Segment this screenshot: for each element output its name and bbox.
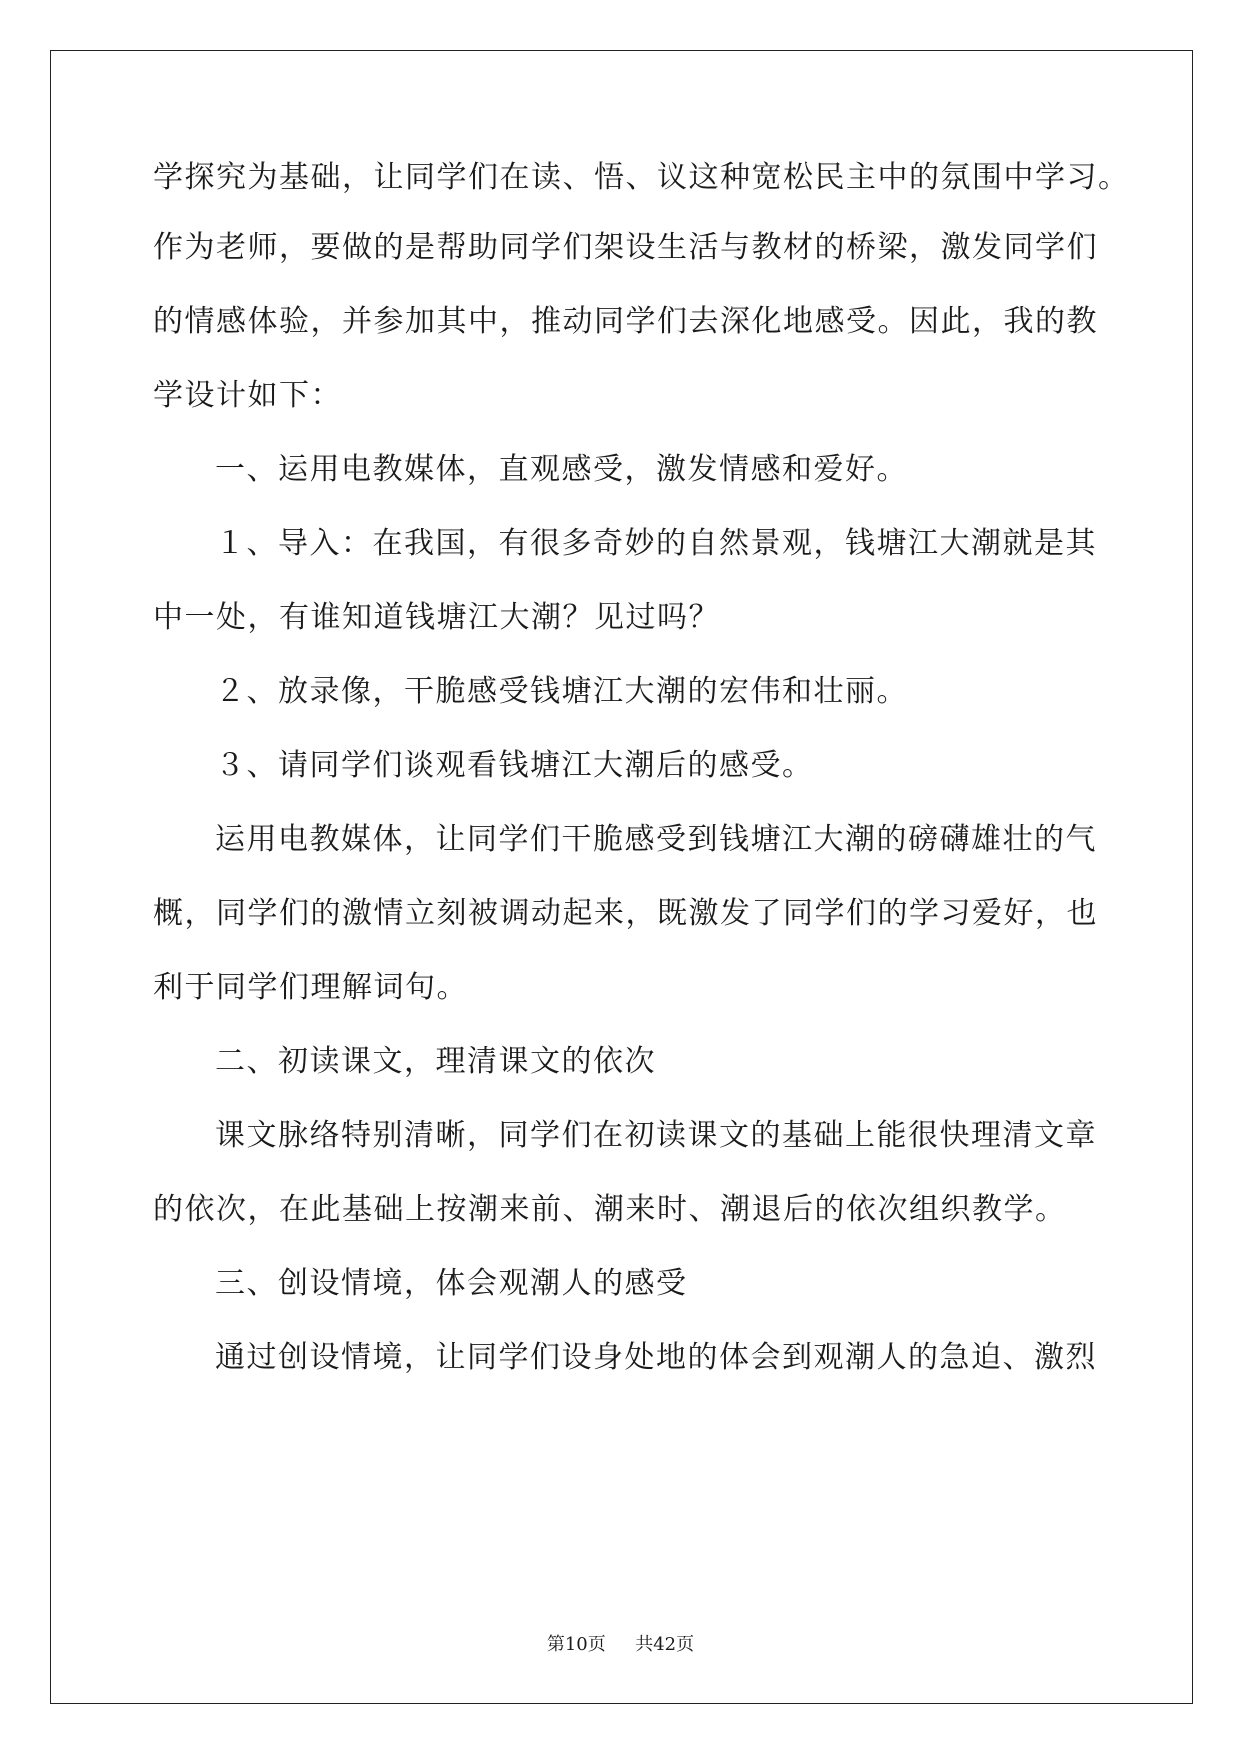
text-line: 作为老师，要做的是帮助同学们架设生活与教材的桥梁，激发同学们 bbox=[153, 230, 1098, 265]
page-number: 第10页 bbox=[546, 1634, 606, 1655]
text-line: 的情感体验，并参加其中，推动同学们去深化地感受。因此，我的教 bbox=[153, 304, 1098, 339]
text-line: 中一处，有谁知道钱塘江大潮？见过吗？ bbox=[153, 600, 720, 635]
text-line: ２、放录像，干脆感受钱塘江大潮的宏伟和壮丽。 bbox=[215, 674, 908, 709]
page-footer bbox=[0, 1634, 1241, 1656]
section-heading: 三、创设情境，体会观潮人的感受 bbox=[215, 1266, 688, 1301]
page-total: 共42页 bbox=[635, 1634, 695, 1655]
section-heading: 一、运用电教媒体，直观感受，激发情感和爱好。 bbox=[215, 452, 908, 487]
text-line: １、导入：在我国，有很多奇妙的自然景观，钱塘江大潮就是其 bbox=[215, 526, 1097, 561]
page-border bbox=[50, 50, 1193, 1704]
text-line: 学探究为基础，让同学们在读、悟、议这种宽松民主中的氛围中学习。 bbox=[153, 160, 1130, 195]
text-line: 学设计如下： bbox=[153, 378, 342, 413]
text-line: 的依次，在此基础上按潮来前、潮来时、潮退后的依次组织教学。 bbox=[153, 1192, 1067, 1227]
text-line: 课文脉络特别清晰，同学们在初读课文的基础上能很快理清文章 bbox=[215, 1118, 1097, 1153]
text-line: 通过创设情境，让同学们设身处地的体会到观潮人的急迫、激烈 bbox=[215, 1340, 1097, 1375]
text-line: ３、请同学们谈观看钱塘江大潮后的感受。 bbox=[215, 748, 814, 783]
text-line: 概，同学们的激情立刻被调动起来，既激发了同学们的学习爱好，也 bbox=[153, 896, 1098, 931]
text-line: 运用电教媒体，让同学们干脆感受到钱塘江大潮的磅礴雄壮的气 bbox=[215, 822, 1097, 857]
text-line: 利于同学们理解词句。 bbox=[153, 970, 468, 1005]
section-heading: 二、初读课文，理清课文的依次 bbox=[215, 1044, 656, 1079]
